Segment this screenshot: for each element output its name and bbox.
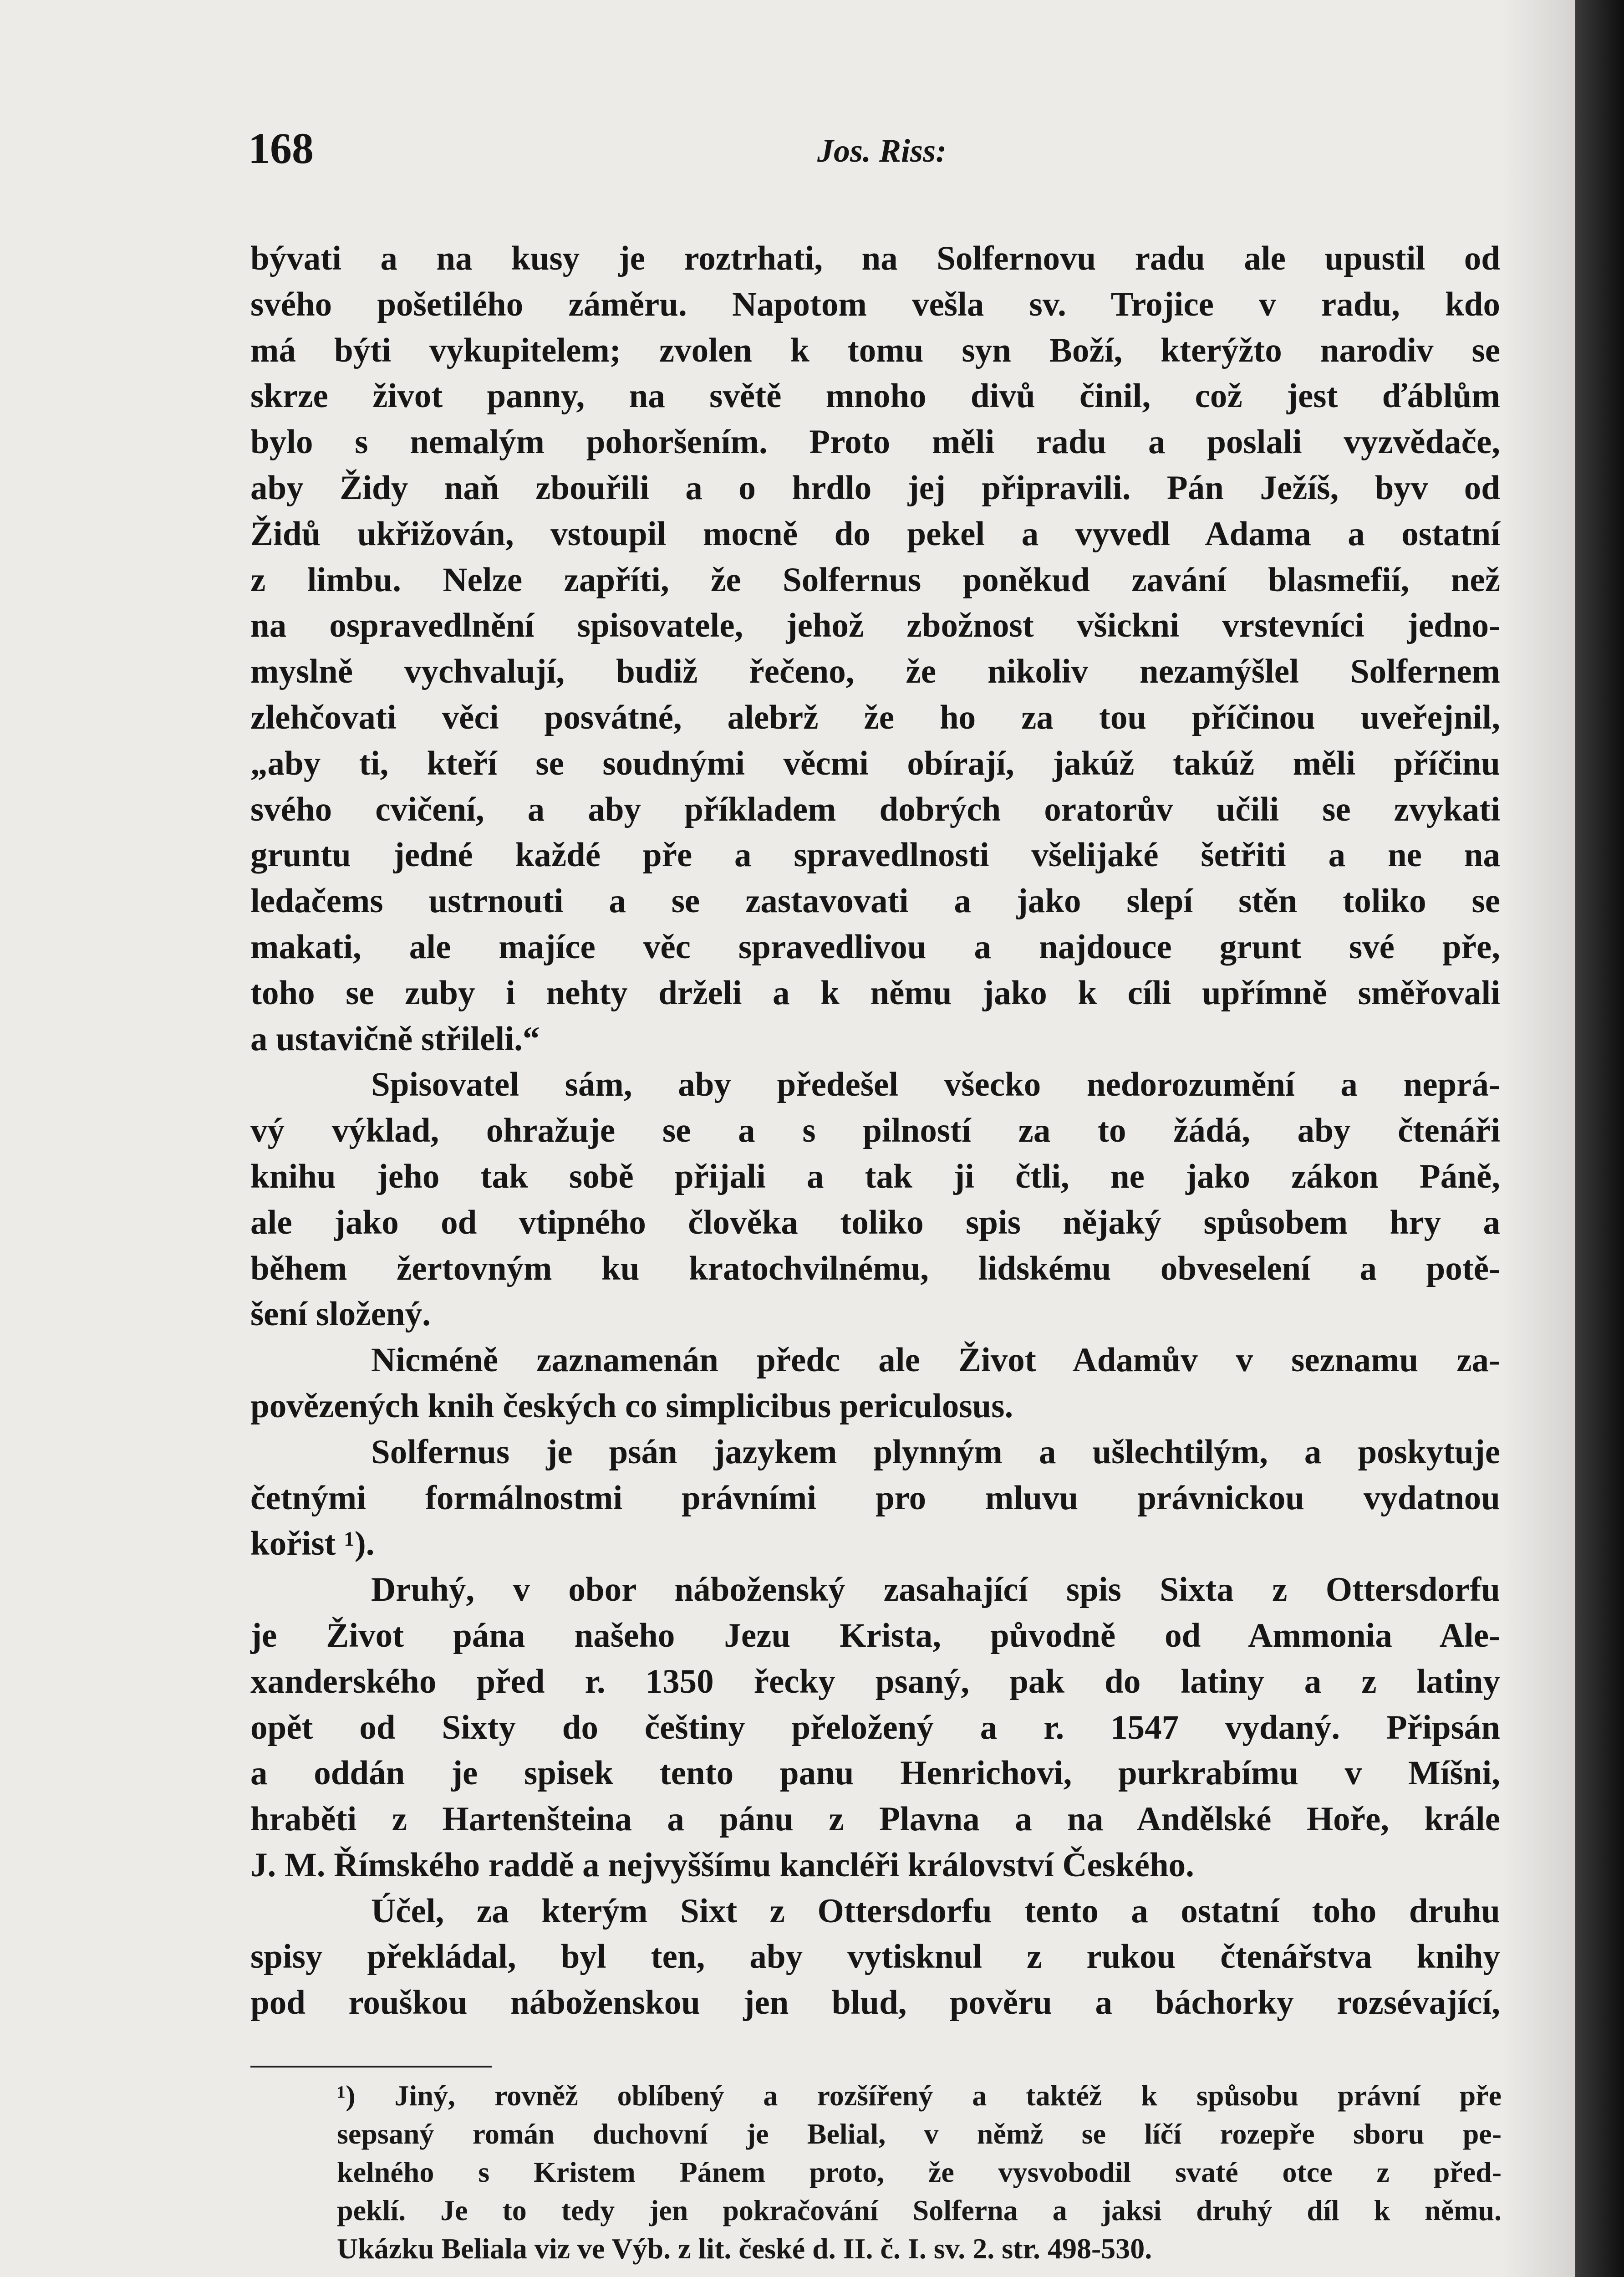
text-line: xanderského před r. 1350 řecky psaný, pak do latiny a z latiny bbox=[250, 1662, 1500, 1700]
text-line: a oddán je spisek tento panu Henrichovi, purkrabímu v Míšni, bbox=[250, 1754, 1500, 1792]
text-line: J. M. Římského raddě a nejvyššímu kancléři království Českého. bbox=[250, 1846, 1194, 1884]
text-line: Židů ukřižován, vstoupil mocně do pekel a vyvedl Adama a ostatní bbox=[250, 515, 1500, 553]
text-line: svého cvičení, a aby příkladem dobrých oratorův učili se zvykati bbox=[250, 790, 1500, 828]
text-line: aby Židy naň zbouřili a o hrdlo jej připravili. Pán Ježíš, byv od bbox=[250, 469, 1500, 507]
text-line: makati, ale majíce věc spravedlivou a najdouce grunt své pře, bbox=[250, 928, 1500, 966]
text-line: ale jako od vtipného člověka toliko spis nějaký spůsobem hry a bbox=[250, 1203, 1500, 1241]
text-line: Nicméně zaznamenán předc ale Život Adamův v seznamu za- bbox=[371, 1341, 1500, 1379]
text-line: svého pošetilého záměru. Napotom vešla sv. Trojice v radu, kdo bbox=[250, 285, 1500, 323]
text-line: kořist ¹). bbox=[250, 1525, 375, 1563]
text-line: „aby ti, kteří se soudnými věcmi obírají, jakúž takúž měli příčinu bbox=[250, 744, 1500, 782]
text-line: během žertovným ku kratochvilnému, lidskému obveselení a potě- bbox=[250, 1249, 1500, 1287]
text-line: opět od Sixty do češtiny přeložený a r. 1547 vydaný. Připsán bbox=[250, 1708, 1500, 1746]
footnote-separator bbox=[250, 2066, 492, 2068]
text-line: z limbu. Nelze zapříti, že Solfernus poněkud zavání blasmefií, než bbox=[250, 561, 1500, 599]
text-line: hraběti z Hartenšteina a pánu z Plavna a na Andělské Hoře, krále bbox=[250, 1800, 1500, 1838]
running-head: Jos. Riss: bbox=[817, 133, 947, 169]
footnote-line: ¹) Jiný, rovněž oblíbený a rozšířený a taktéž k spůsobu právní pře bbox=[337, 2079, 1502, 2112]
scan-edge bbox=[1575, 0, 1624, 2277]
page-header bbox=[248, 123, 1500, 182]
footnote-line: sepsaný román duchovní je Belial, v němž se líčí rozepře sboru pe- bbox=[337, 2118, 1502, 2150]
text-line: povězených knih českých co simplicibus periculosus. bbox=[250, 1387, 1013, 1425]
text-line: spisy překládal, byl ten, aby vytisknul z rukou čtenářstva knihy bbox=[250, 1938, 1500, 1976]
text-line: Účel, za kterým Sixt z Ottersdorfu tento a ostatní toho druhu bbox=[371, 1892, 1500, 1930]
footnotes bbox=[337, 2077, 1502, 2268]
footnote-line: kelného s Kristem Pánem proto, že vysvobodil svaté otce z před- bbox=[337, 2156, 1502, 2188]
text-line: gruntu jedné každé pře a spravedlnosti všelijaké šetřiti a ne na bbox=[250, 836, 1500, 874]
text-line: ledačems ustrnouti a se zastavovati a jako slepí stěn toliko se bbox=[250, 882, 1500, 920]
text-line: bývati a na kusy je roztrhati, na Solfernovu radu ale upustil od bbox=[250, 240, 1500, 277]
text-line: zlehčovati věci posvátné, alebrž že ho za tou příčinou uveřejnil, bbox=[250, 698, 1500, 736]
text-line: bylo s nemalým pohoršením. Proto měli radu a poslali vyzvědače, bbox=[250, 423, 1500, 461]
text-line: Druhý, v obor náboženský zasahající spis Sixta z Ottersdorfu bbox=[371, 1571, 1500, 1609]
text-line: šení složený. bbox=[250, 1295, 431, 1333]
page-number: 168 bbox=[248, 124, 314, 173]
text-line: četnými formálnostmi právními pro mluvu právnickou vydatnou bbox=[250, 1479, 1500, 1517]
text-line: Spisovatel sám, aby předešel všecko nedorozumění a neprá- bbox=[371, 1066, 1500, 1104]
text-line: pod rouškou náboženskou jen blud, pověru a báchorky rozsévající, bbox=[250, 1984, 1500, 2022]
text-line: a ustavičně střileli.“ bbox=[250, 1020, 540, 1058]
body-text bbox=[250, 236, 1500, 2026]
text-line: toho se zuby i nehty drželi a k němu jako k cíli upřímně směřovali bbox=[250, 974, 1500, 1012]
footnote-line: peklí. Je to tedy jen pokračování Solferna a jaksi druhý díl k němu. bbox=[337, 2194, 1502, 2226]
text-line: je Život pána našeho Jezu Krista, původně od Ammonia Ale- bbox=[250, 1616, 1500, 1654]
text-line: Solfernus je psán jazykem plynným a ušlechtilým, a poskytuje bbox=[371, 1433, 1500, 1471]
page-gutter-shadow bbox=[1502, 0, 1575, 2277]
text-line: myslně vychvalují, budiž řečeno, že nikoliv nezamýšlel Solfernem bbox=[250, 653, 1500, 691]
footnote-line: Ukázku Beliala viz ve Výb. z lit. české d. II. č. I. sv. 2. str. 498-530. bbox=[337, 2232, 1152, 2265]
text-line: knihu jeho tak sobě přijali a tak ji čtli, ne jako zákon Páně, bbox=[250, 1157, 1500, 1195]
text-line: vý výklad, ohražuje se a s pilností za to žádá, aby čtenáři bbox=[250, 1112, 1500, 1150]
text-line: má býti vykupitelem; zvolen k tomu syn Boží, kterýžto narodiv se bbox=[250, 331, 1500, 369]
text-line: na ospravedlnění spisovatele, jehož zbožnost všickni vrstevníci jedno- bbox=[250, 607, 1500, 645]
text-line: skrze život panny, na světě mnoho divů činil, což jest ďáblům bbox=[250, 377, 1500, 415]
